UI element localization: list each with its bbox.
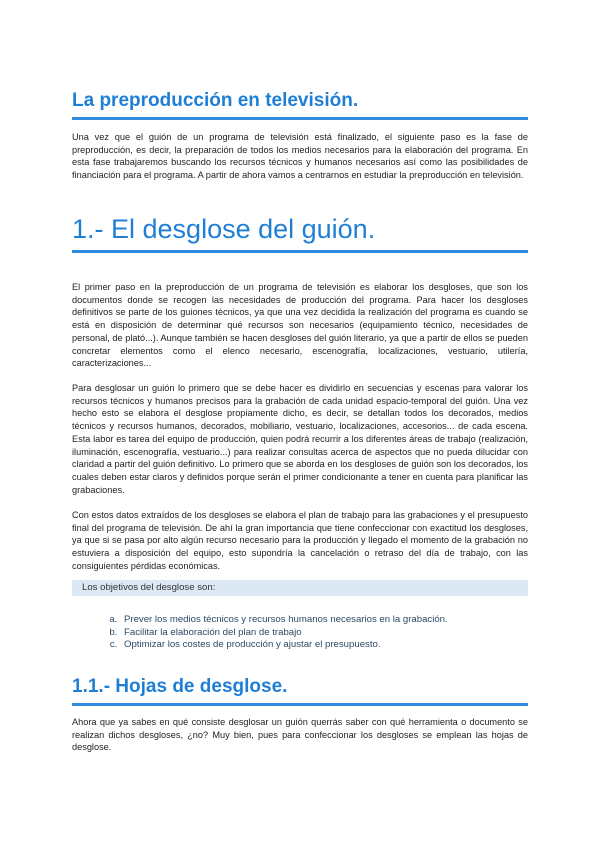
objectives-label: Los objetivos del desglose son:: [72, 580, 528, 596]
paragraph-4: Ahora que ya sabes en qué consiste desglosar un guión querrás saber con qué herramienta o documento se realizan dichos desgloses, ¿no? Muy bien, pues para confeccionar los desgloses se emplean las hojas de desglose.: [72, 717, 528, 753]
subsection-title-rule: [72, 703, 528, 706]
section-title-rule: [72, 117, 528, 120]
paragraph-3: Con estos datos extraídos de los desgloses se elabora el plan de trabajo para las grabaciones y el presupuesto final del programa de televisión. De ahí la gran importancia que tiene confeccionar con exactitud los desgloses, ya que si se pasa por alto algún recurso necesario para la producción y llegado el momento de la grabación no estuviera a disposición del equipo, esto supondría la cancelación o retraso del día de trabajo, con las consiguientes pérdidas económicas.: [72, 510, 528, 571]
paragraph-2: Para desglosar un guión lo primero que se debe hacer es dividirlo en secuencias y escenas para valorar los recursos técnicos y humanos precisos para la grabación de cada unidad espacio-temporal del guión. Una vez hecho esto se elabora el desglose propiamente dicho, es decir, se detallan todos los decorados, medios técnicos y recursos humanos, decorados, mobiliario, vestuario, localizaciones, accesorios... de cada escena. Esta labor es tarea del equipo de producción, quien podrá recurrir a los diferentes áreas de trabajo (realización, iluminación, escenografía, vestuario...) para realizar consultas acerca de aspectos que no pueda dilucidar con claridad a partir del guión definitivo. Lo primero que se aborda en los desgloses de guión son los decorados, los cuales deben estar claros y definidos porque serán el primer condicionante a tener en cuenta para planificar las grabaciones.: [72, 383, 528, 495]
subsection-title: 1.1.- Hojas de desglose.: [72, 676, 288, 697]
paragraph-1: El primer paso en la preproducción de un programa de televisión es elaborar los desgloses, que son los documentos donde se recogen las necesidades de producción del programa. Para hacer los desgloses definitivos se parte de los guiones técnicos, ya que una vez decidida la realización del programa es cuando se está en disposición de determinar qué recursos son necesarios (equipamiento técnico, necesidades de personal, de plató...). Aunque también se hacen desgloses del guión literario, ya que a partir de ellos se pueden concretar elementos como el elenco necesario, escenografía, localizaciones, vestuario, utilería, caracterizaciones...: [72, 282, 528, 369]
section-title: La preproducción en televisión.: [72, 90, 359, 111]
objectives-list: [72, 614, 560, 652]
intro-paragraph: Una vez que el guión de un programa de televisión está finalizado, el siguiente paso es la fase de preproducción, es decir, la preparación de todos los medios necesarios para la elaboración del programa. En esta fase trabajaremos buscando los recursos técnicos y humanos necesarios así como las posibilidades de financiación para el programa. A partir de ahora vamos a centrarnos en estudiar la preproducción en televisión.: [72, 132, 528, 181]
list-item: b. Facilitar la elaboración del plan de trabajo: [120, 627, 560, 640]
list-item: c. Optimizar los costes de producción y ajustar el presupuesto.: [120, 639, 560, 652]
chapter-title: 1.- El desglose del guión.: [72, 214, 376, 244]
chapter-title-rule: [72, 250, 528, 253]
list-item: a. Prever los medios técnicos y recursos humanos necesarios en la grabación.: [120, 614, 560, 627]
